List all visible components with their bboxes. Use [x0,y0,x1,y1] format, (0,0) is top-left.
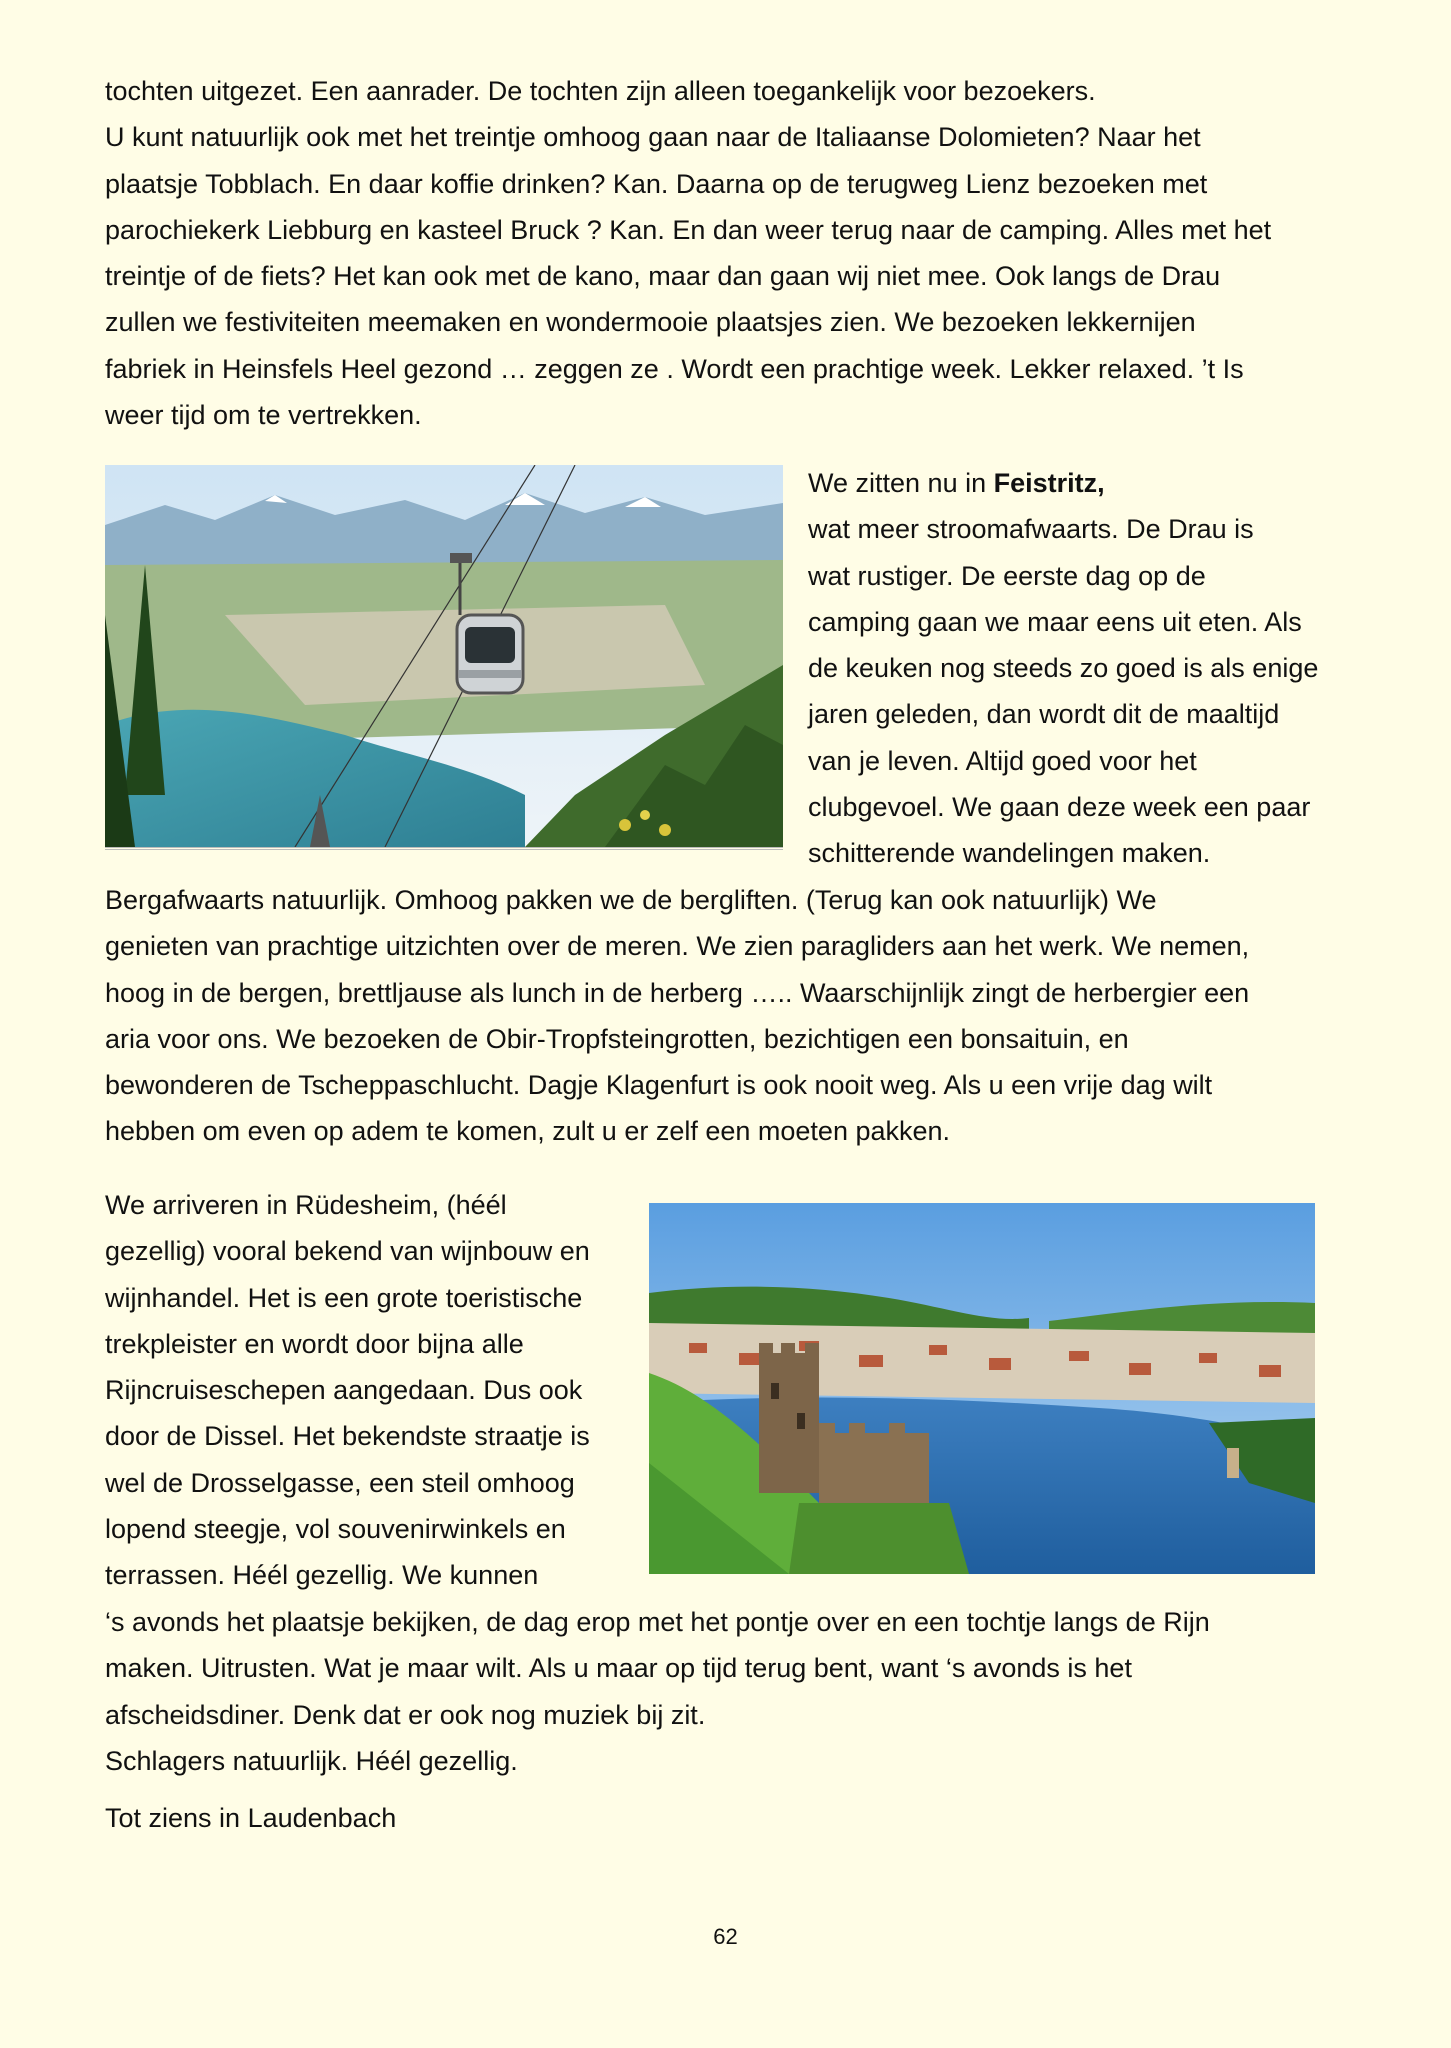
text-line: Bergafwaarts natuurlijk. Omhoog pakken we de bergliften. (Terug kan ook natuurlijk) We [105,885,1157,915]
text-line: door de Dissel. Het bekendste straatje is [105,1421,590,1452]
text-line: tochten uitgezet. Een aanrader. De tochten zijn alleen toegankelijk voor bezoekers. [105,76,1096,106]
paragraph-rudesheim [105,1182,645,1599]
text-line: de keuken nog steeds zo goed is als enige [808,653,1319,684]
text-line: zullen we festiviteiten meemaken en wondermooie plaatsjes zien. We bezoeken lekkernijen [105,307,1196,338]
text-line: hebben om even op adem te komen, zult u er zelf een moeten pakken. [105,1116,951,1147]
text-line: Schlagers natuurlijk. Héél gezellig. [105,1745,518,1776]
text-line: ‘s avonds het plaatsje bekijken, de dag erop met het pontje over en een tochtje langs de Rijn [105,1607,1210,1637]
text-line: lopend steegje, vol souvenirwinkels en [105,1514,566,1545]
cable-car-photo [105,465,783,850]
text-line: Rijncruiseschepen aangedaan. Dus ook [105,1375,583,1406]
text-line: wat meer stroomafwaarts. De Drau is [808,514,1254,545]
closing-text: Tot ziens in Laudenbach [105,1803,397,1833]
paragraph-feistritz [808,460,1368,877]
text-line: camping gaan we maar eens uit eten. Als [808,606,1302,637]
text-line [808,460,1368,506]
text-line: jaren geleden, dan wordt dit de maaltijd [808,699,1280,730]
paragraph-bergafwaarts [105,877,1355,1155]
text-line: terrassen. Héél gezellig. We kunnen [105,1560,539,1591]
feistritz-intro: We zitten nu in [808,468,994,498]
text-line: fabriek in Heinsfels Heel gezond … zeggen ze . Wordt een prachtige week. Lekker relaxed. ’t Is [105,353,1244,384]
text-line: maken. Uitrusten. Wat je maar wilt. Als u maar op tijd terug bent, want ‘s avonds is het [105,1653,1132,1684]
text-line: hoog in de bergen, brettljause als lunch in de herberg ….. Waarschijnlijk zingt de herbergier een [105,977,1250,1008]
text-line: van je leven. Altijd goed voor het [808,745,1197,776]
text-line: clubgevoel. We gaan deze week een paar [808,792,1311,823]
text-line: genieten van prachtige uitzichten over de meren. We zien paragliders aan het werk. We nemen, [105,931,1250,962]
text-line: wel de Drosselgasse, een steil omhoog [105,1467,575,1498]
text-line: wijnhandel. Het is een grote toeristische [105,1282,583,1313]
page-number: 62 [713,1924,738,1949]
rhine-castle-photo [649,1203,1315,1574]
place-name-feistritz: Feistritz, [993,468,1105,498]
text-line: gezellig) vooral bekend van wijnbouw en [105,1236,590,1267]
text-line: U kunt natuurlijk ook met het treintje omhoog gaan naar de Italiaanse Dolomieten? Naar het [105,122,1201,153]
text-line: trekpleister en wordt door bijna alle [105,1328,524,1359]
text-line: aria voor ons. We bezoeken de Obir-Tropfsteingrotten, bezichtigen een bonsaituin, en [105,1023,1129,1054]
text-line: plaatsje Tobblach. En daar koffie drinken? Kan. Daarna op de terugweg Lienz bezoeken met [105,168,1208,199]
paragraph-lienz [105,68,1355,438]
text-line: treintje of de fiets? Het kan ook met de kano, maar dan gaan wij niet mee. Ook langs de Drau [105,261,1221,292]
text-line: weer tijd om te vertrekken. [105,400,422,431]
paragraph-afscheidsdiner [105,1599,1355,1784]
text-line: We arriveren in Rüdesheim, (héél [105,1190,507,1220]
text-line: parochiekerk Liebburg en kasteel Bruck ? Kan. En dan weer terug naar de camping. Alles met het [105,214,1272,245]
text-line: wat rustiger. De eerste dag op de [808,560,1206,591]
text-line: afscheidsdiner. Denk dat er ook nog muziek bij zit. [105,1699,706,1730]
closing-line [105,1795,1355,1841]
text-line: bewonderen de Tscheppaschlucht. Dagje Klagenfurt is ook nooit weg. Als u een vrije dag wilt [105,1070,1213,1101]
text-line: schitterende wandelingen maken. [808,838,1211,869]
